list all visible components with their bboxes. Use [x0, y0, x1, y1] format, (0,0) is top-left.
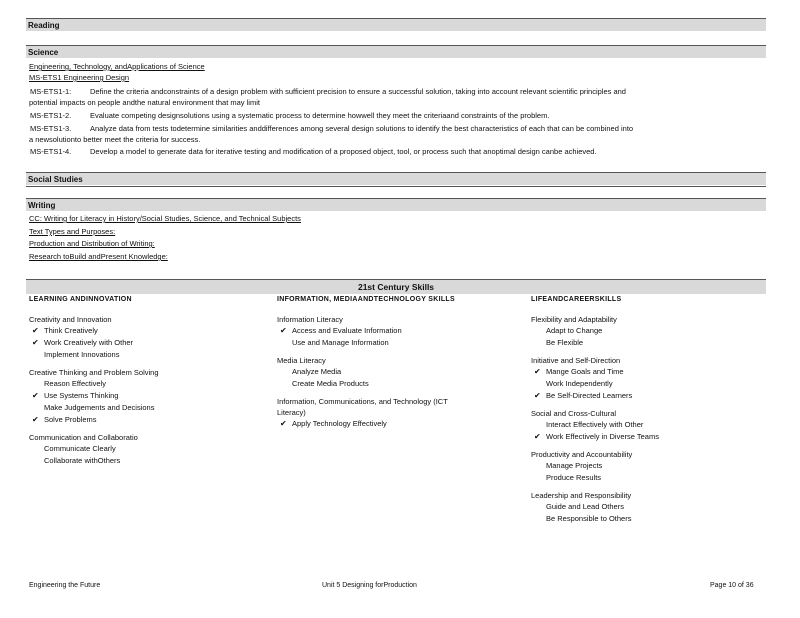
skill-item: ✔ Work Creatively with Other	[32, 338, 134, 347]
writing-standard: Production and Distribution of Writing:	[29, 239, 155, 248]
skill-item: Make Judgements and Decisions	[44, 403, 155, 412]
skill-item: ✔ Be Self-Directed Learners	[534, 391, 633, 400]
skill-item: ✔ Think Creatively	[32, 326, 98, 335]
science-topic: MS-ETS1 Engineering Design	[29, 73, 130, 82]
science-framework: Engineering, Technology, andApplications of Science	[29, 62, 205, 71]
skill-item: Analyze Media	[292, 367, 342, 376]
standard-code: MS-ETS1-4.	[30, 147, 72, 156]
skill-item: Communicate Clearly	[44, 444, 116, 453]
standard-text: Evaluate competing designsolutions using a systematic process to determine howwell they meet the criteriaand constraints of the problem.	[90, 111, 550, 120]
skills-column-learning	[29, 296, 269, 467]
skill-group	[29, 367, 269, 426]
skill-group-title: Communication and Collaboratio	[29, 433, 138, 442]
skill-group	[531, 408, 771, 443]
skill-group-title: Flexibility and Adaptability	[531, 315, 617, 324]
skill-group	[277, 396, 517, 430]
skill-item: Reason Effectively	[44, 379, 106, 388]
skill-group-title: Leadership and Responsibility	[531, 491, 632, 500]
skill-item: Guide and Lead Others	[546, 502, 624, 511]
skill-group	[29, 432, 269, 467]
checkmark-icon: ✔	[32, 415, 39, 424]
skill-group-title: Creative Thinking and Problem Solving	[29, 368, 159, 377]
writing-standard: Research toBuild andPresent Knowledge:	[29, 252, 168, 261]
checkmark-icon: ✔	[280, 419, 287, 428]
skill-item: Create Media Products	[292, 379, 369, 388]
skill-item: ✔ Use Systems Thinking	[32, 391, 119, 400]
skill-item: Work Independently	[546, 379, 613, 388]
writing-standard: CC: Writing for Literacy in History/Social Studies, Science, and Technical Subjects	[29, 214, 301, 223]
skill-group	[531, 355, 771, 402]
skill-item: Collaborate withOthers	[44, 456, 121, 465]
skill-item: ✔ Work Effectively in Diverse Teams	[534, 432, 659, 441]
standard-text: Define the criteria andconstraints of a design problem with sufficient precision to ensure a successful solution, taking into account relevant scientific principles and	[90, 87, 626, 96]
skill-group-title: Information, Communications, and Technology (ICT Literacy)	[277, 397, 448, 417]
skill-item: Implement Innovations	[44, 350, 120, 359]
standard-code: MS-ETS1-3.	[30, 124, 72, 133]
footer-center: Unit 5 Designing forProduction	[322, 582, 417, 589]
checkmark-icon: ✔	[32, 338, 39, 347]
skill-group-title: Initiative and Self-Direction	[531, 356, 621, 365]
section-header-reading: Reading	[26, 18, 766, 31]
standard-text-cont: potential impacts on people andthe natural environment that may limit	[29, 98, 260, 107]
section-header-science: Science	[26, 45, 766, 58]
column-header: LIFEANDCAREERSKILLS	[531, 296, 622, 303]
standard-text: Develop a model to generate data for iterative testing and modification of a proposed object, tool, or process such that anoptimal design canbe achieved.	[90, 147, 597, 156]
footer-left: Engineering the Future	[29, 582, 101, 589]
section-divider	[26, 186, 766, 187]
section-header-writing: Writing	[26, 198, 766, 211]
column-header: INFORMATION, MEDIAANDTECHNOLOGY SKILLS	[277, 296, 455, 303]
skills-column-information	[277, 296, 517, 430]
standard-text-cont: a newsolutionto better meet the criteria for success.	[29, 135, 201, 144]
skill-group-title: Media Literacy	[277, 356, 326, 365]
checkmark-icon: ✔	[32, 391, 39, 400]
checkmark-icon: ✔	[32, 326, 39, 335]
skill-item: Interact Effectively with Other	[546, 420, 644, 429]
skill-item: Be Responsible to Others	[546, 514, 632, 523]
skill-item: ✔ Access and Evaluate Information	[280, 326, 402, 335]
skill-group-title: Productivity and Accountability	[531, 450, 633, 459]
section-header-social-studies: Social Studies	[26, 172, 766, 185]
skills-title: 21st Century Skills	[26, 279, 766, 294]
checkmark-icon: ✔	[280, 326, 287, 335]
writing-standard: Text Types and Purposes:	[29, 227, 116, 236]
skill-item: Manage Projects	[546, 461, 603, 470]
skill-group	[29, 314, 269, 361]
checkmark-icon: ✔	[534, 391, 541, 400]
checkmark-icon: ✔	[534, 367, 541, 376]
standard-code: MS-ETS1-1:	[30, 87, 72, 96]
column-header: LEARNING ANDINNOVATION	[29, 296, 132, 303]
skill-group	[531, 490, 771, 525]
skill-item: ✔ Apply Technology Effectively	[280, 419, 387, 428]
skill-group-title: Social and Cross-Cultural	[531, 409, 617, 418]
skill-group-title: Information Literacy	[277, 315, 343, 324]
skill-item: ✔ Mange Goals and Time	[534, 367, 624, 376]
checkmark-icon: ✔	[534, 432, 541, 441]
footer-page-number: Page 10 of 36	[710, 582, 754, 589]
skill-item: ✔ Solve Problems	[32, 415, 97, 424]
skill-group	[277, 314, 517, 349]
skill-group	[531, 449, 771, 484]
skill-item: Use and Manage Information	[292, 338, 389, 347]
skill-item: Produce Results	[546, 473, 602, 482]
skill-item: Adapt to Change	[546, 326, 603, 335]
skill-group	[277, 355, 517, 390]
standard-code: MS-ETS1-2.	[30, 111, 72, 120]
skill-group	[531, 314, 771, 349]
skills-column-life-career	[531, 296, 771, 525]
skill-item: Be Flexible	[546, 338, 584, 347]
standard-text: Analyze data from tests todetermine similarities anddifferences among several design solutions to identify the best characteristics of each that can be combined into	[90, 124, 634, 133]
skill-group-title: Creativity and Innovation	[29, 315, 112, 324]
